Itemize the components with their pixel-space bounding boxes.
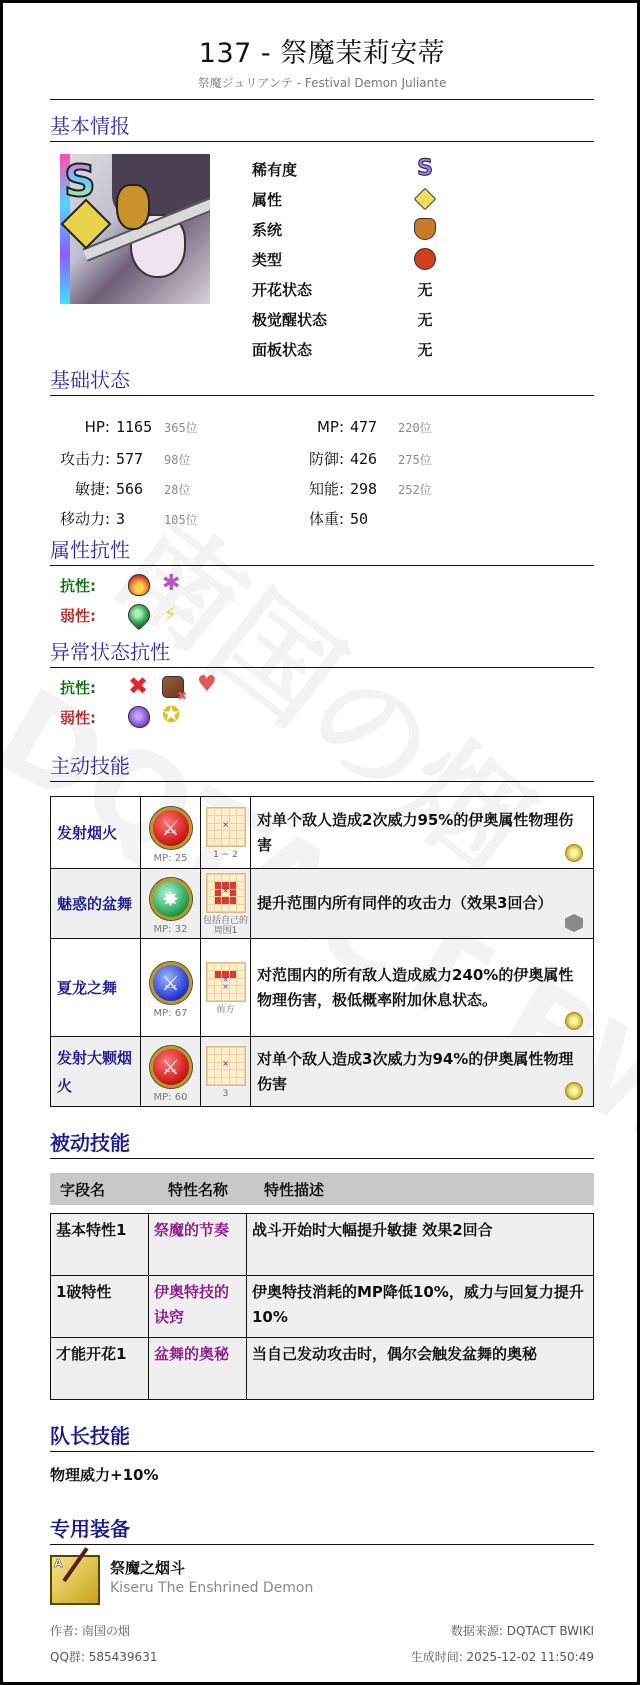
stat-value: 1165 [116,418,153,436]
stat-attack [50,448,190,469]
basic-info [50,154,594,364]
info-table [252,154,440,364]
skill-type-star-icon [565,1012,583,1030]
qq-group: QQ群: 585439631 [50,1649,158,1664]
system-beast-icon [414,218,436,240]
skill-range-cell [201,939,251,1037]
stat-value: 426 [350,450,378,468]
divider [50,99,594,100]
active-skills-table [50,796,594,1107]
skill-desc-cell [251,939,594,1037]
data-source: 数据来源: DQTACT BWIKI [450,1623,594,1638]
skill-mp: MP: 25 [153,853,188,864]
skill-range-cell [201,869,251,939]
table-row [51,1276,594,1338]
stat-value: 477 [350,418,378,436]
bind-icon [162,676,184,698]
stat-label: HP: [84,418,110,436]
skill-icon-cell [141,939,201,1037]
stat-agility [50,478,190,499]
rarity-s-icon: S [64,156,96,207]
info-row-attribute [252,184,440,214]
section-heading-basic-info: 基本情报 [50,110,594,142]
range-label: 1 ~ 2 [213,850,238,860]
resist-row [60,570,594,600]
skill-description: 提升范围内所有同伴的攻击力（效果3回合） [257,894,553,912]
stat-weight [298,508,398,529]
skill-type-hex-icon [565,914,583,932]
info-value: 无 [417,280,433,299]
stat-mp [298,418,432,436]
info-label: 类型 [252,250,283,269]
section-heading-active-skills: 主动技能 [50,750,594,782]
skill-description: 对单个敌人造成2次威力95%的伊奥属性物理伤害 [257,810,574,854]
skill-range-cell [201,1037,251,1107]
passive-name: 祭魔的节奏 [149,1214,247,1276]
stat-value: 3 [116,510,126,528]
confusion-icon [162,706,184,728]
range-grid-icon [206,1046,246,1086]
stat-value: 50 [350,510,369,528]
passive-field: 才能开花1 [51,1338,149,1400]
skill-desc-cell [251,1037,594,1107]
page-subtitle: 祭魔ジュリアンテ - Festival Demon Juliante [197,76,447,90]
skill-row [51,939,594,1037]
info-value: 无 [417,310,433,329]
skill-name: 夏龙之舞 [51,939,141,1037]
info-label: 属性 [252,190,283,209]
footer [50,1617,594,1669]
column-header: 字段名 [60,1180,106,1199]
info-label: 面板状态 [252,340,313,359]
skill-name: 发射烟火 [51,797,141,869]
section-heading-stats: 基础状态 [50,364,594,396]
monster-portrait [60,154,210,304]
range-grid-icon [206,873,246,913]
passive-skills-table [50,1213,594,1400]
skill-description: 对单个敌人造成3次威力为94%的伊奥属性物理伤害 [257,1049,574,1093]
stat-rank: 105位 [164,513,198,527]
skill-desc-cell [251,869,594,939]
equipment-rank: A [54,1557,63,1570]
stat-move [50,508,198,529]
stat-label: 知能: [308,480,344,498]
weak-row [60,600,594,630]
skill-mp: MP: 60 [153,1092,188,1103]
type-attack-icon [414,248,436,270]
skill-mp: MP: 67 [153,1008,188,1019]
resist-label: 抗性: [60,678,96,697]
resist-row [60,672,594,702]
charm-icon [196,676,218,698]
skill-row [51,869,594,939]
portrait-ornament [116,184,150,230]
range-label: 包括自己的周围1 [202,916,248,936]
pipe-shape [62,1547,88,1582]
status-resistance [50,672,594,732]
passive-field: 1破特性 [51,1276,149,1338]
info-label: 极觉醒状态 [252,310,328,329]
stat-label: 攻击力: [59,450,110,468]
range-label: 前方 [216,1005,235,1015]
rarity-s-icon: S [417,156,433,181]
instant-death-icon [128,676,150,698]
info-row-panel [252,334,440,364]
buff-skill-icon [150,878,192,920]
skill-icon-cell [141,869,201,939]
stat-value: 577 [116,450,144,468]
skill-mp: MP: 32 [153,924,188,935]
skill-type-star-icon [565,844,583,862]
stat-rank: 220位 [398,421,432,435]
passive-table-header [50,1173,594,1205]
skill-type-star-icon [565,1082,583,1100]
sword-skill-icon [150,962,192,1004]
fire-icon [128,574,150,596]
range-grid-icon [206,807,246,847]
skill-range-cell [201,797,251,869]
skill-row [51,797,594,869]
passive-field: 基本特性1 [51,1214,149,1276]
passive-name: 伊奥特技的诀窍 [149,1276,247,1338]
section-heading-status-resistance: 异常状态抗性 [50,636,594,668]
skill-description: 对范围内的所有敌人造成威力240%的伊奥属性物理伤害，极低概率附加休息状态。 [257,965,574,1009]
stat-wisdom [298,478,432,499]
pipe-icon [50,1555,100,1605]
stat-defense [298,448,432,469]
info-row-awaken [252,304,440,334]
wind-icon [162,574,184,596]
passive-desc: 当自己发动攻击时，偶尔会触发盆舞的奥秘 [247,1338,594,1400]
generated-time: 生成时间: 2025-12-02 11:50:49 [410,1649,594,1664]
info-row-type [252,244,440,274]
stat-value: 566 [116,480,144,498]
resist-label: 抗性: [60,576,96,595]
section-heading-attribute-resistance: 属性抗性 [50,534,594,566]
skill-desc-cell [251,797,594,869]
attribute-light-icon [414,188,437,211]
range-grid-icon [206,962,246,1002]
table-row [51,1338,594,1400]
weak-label: 弱性: [60,708,96,727]
weak-row [60,702,594,732]
thunder-icon [162,604,184,626]
passive-name: 盆舞的奥秘 [149,1338,247,1400]
info-value: 无 [417,340,433,359]
section-heading-equipment: 专用装备 [50,1513,594,1545]
leader-skill-text: 物理威力+10% [50,1466,159,1484]
attribute-resistance [50,570,594,630]
stat-rank: 365位 [164,421,198,435]
equipment-name: 祭魔之烟斗 [110,1559,186,1577]
skill-name: 魅惑的盆舞 [51,869,141,939]
stat-value: 298 [350,480,378,498]
info-row-system [252,214,440,244]
section-heading-leader-skill: 队长技能 [50,1420,594,1452]
stat-rank: 252位 [398,483,432,497]
stat-label: MP: [316,418,344,436]
info-label: 开花状态 [252,280,313,299]
equipment-item [50,1555,594,1605]
range-label: 3 [222,1089,229,1099]
passive-desc: 战斗开始时大幅提升敏捷 效果2回合 [247,1214,594,1276]
table-row [51,1214,594,1276]
poison-icon [128,706,150,728]
sword-skill-icon [150,807,192,849]
skill-row [51,1037,594,1107]
stat-rank: 28位 [164,483,191,497]
stat-label: 移动力: [59,510,110,528]
section-heading-passive-skills: 被动技能 [50,1127,594,1159]
passive-desc: 伊奥特技消耗的MP降低10%，威力与回复力提升10% [247,1276,594,1338]
stat-rank: 275位 [398,453,432,467]
skill-icon-cell [141,797,201,869]
column-header: 特性描述 [264,1180,325,1199]
weak-label: 弱性: [60,606,96,625]
stat-label: 体重: [308,510,344,528]
column-header: 特性名称 [168,1180,229,1199]
info-row-rarity [252,154,440,184]
info-label: 系统 [252,220,283,239]
skill-icon-cell [141,1037,201,1107]
sword-skill-icon [150,1046,192,1088]
stat-rank: 98位 [164,453,191,467]
equipment-subname: Kiseru The Enshrined Demon [110,1580,314,1596]
page [3,3,637,1682]
info-label: 稀有度 [252,160,298,179]
stats-grid [50,408,594,528]
stat-hp [50,418,198,436]
page-title: 137 - 祭魔茉莉安蒂 [198,38,446,69]
skill-name: 发射大颗烟火 [51,1037,141,1107]
author: 作者: 南国の烟 [50,1623,130,1638]
info-row-bloom [252,274,440,304]
stat-label: 敏捷: [74,480,110,498]
stat-label: 防御: [308,450,344,468]
earth-icon [123,599,154,630]
